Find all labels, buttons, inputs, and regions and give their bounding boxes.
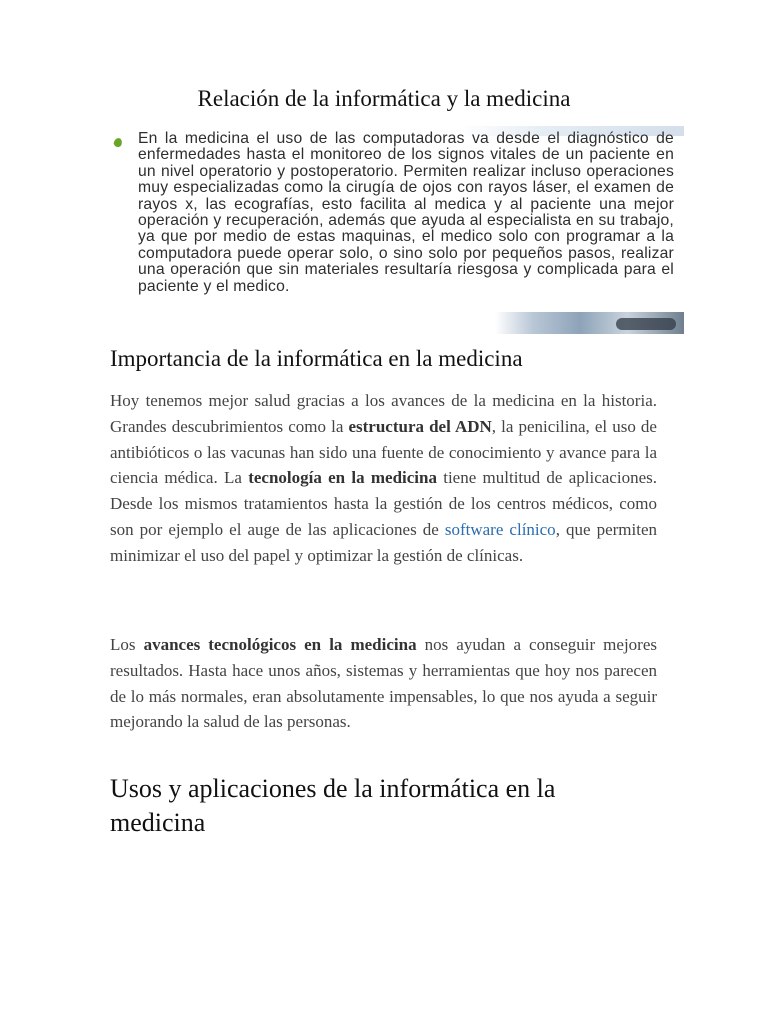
image-text: En la medicina el uso de las computadoras va desde el diagnóstico de enfermedades hasta el monitoreo de los signos vitales de un paciente en un nivel operatorio y postoperatorio. Permiten realizar incluso operaciones muy especializadas como la cirugía de ojos con rayos láser, el examen de rayos x, las ecografías, esto facilita al medica y al paciente una mejor operación y recuperación, además que ayuda al especialista en su trabajo, ya que por medio de estas maquinas, el medico solo con programar a la computadora puede operar solo, o sino solo por pequeños pasos, realizar una operación que sin materiales resultaría riesgosa y complicada para el paciente y el medico. bbox=[138, 130, 674, 295]
bold-term-avances: avances tecnológicos en la medicina bbox=[143, 635, 417, 654]
bold-term-tecnologia: tecnología en la medicina bbox=[248, 468, 437, 488]
text-run: , que permiten minimizar el uso del papel y optimizar la gestión de clínicas. bbox=[110, 519, 658, 565]
text-run: nos ayudan a conseguir mejores resultados. Hasta hace unos años, sistemas y herramientas que hoy nos parecen de lo más normales, eran absolutamente impensables, lo que nos ayuda a seguir mejorando la salud de las personas. bbox=[110, 635, 657, 732]
embedded-image bbox=[110, 126, 684, 334]
paragraph-importancia-1 bbox=[110, 388, 657, 569]
green-leaf-bullet-icon bbox=[113, 137, 124, 148]
software-clinico-link[interactable]: software clínico bbox=[444, 519, 556, 539]
text-run: Los bbox=[110, 635, 144, 654]
section-heading-usos: Usos y aplicaciones de la informática en la medicina bbox=[110, 774, 556, 837]
document-title: Relación de la informática y la medicina bbox=[197, 86, 571, 111]
text-run: Hoy tenemos mejor salud gracias a los avances de la medicina en la historia. Grandes descubrimientos como la bbox=[110, 391, 657, 436]
text-run: tiene multitud de aplicaciones. Desde los mismos tratamientos hasta la gestión de los centros médicos, como son por ejemplo el auge de las aplicaciones de bbox=[110, 468, 657, 539]
text-run: , la penicilina, el uso de antibióticos o las vacunas han sido una fuente de conocimiento y avance para la ciencia médica. La bbox=[110, 416, 657, 488]
section-heading-importancia: Importancia de la informática en la medicina bbox=[110, 346, 523, 371]
image-bottom-photo-strip bbox=[495, 312, 684, 334]
paragraph-importancia-2 bbox=[110, 632, 657, 735]
bold-term-adn: estructura del ADN bbox=[348, 416, 492, 436]
